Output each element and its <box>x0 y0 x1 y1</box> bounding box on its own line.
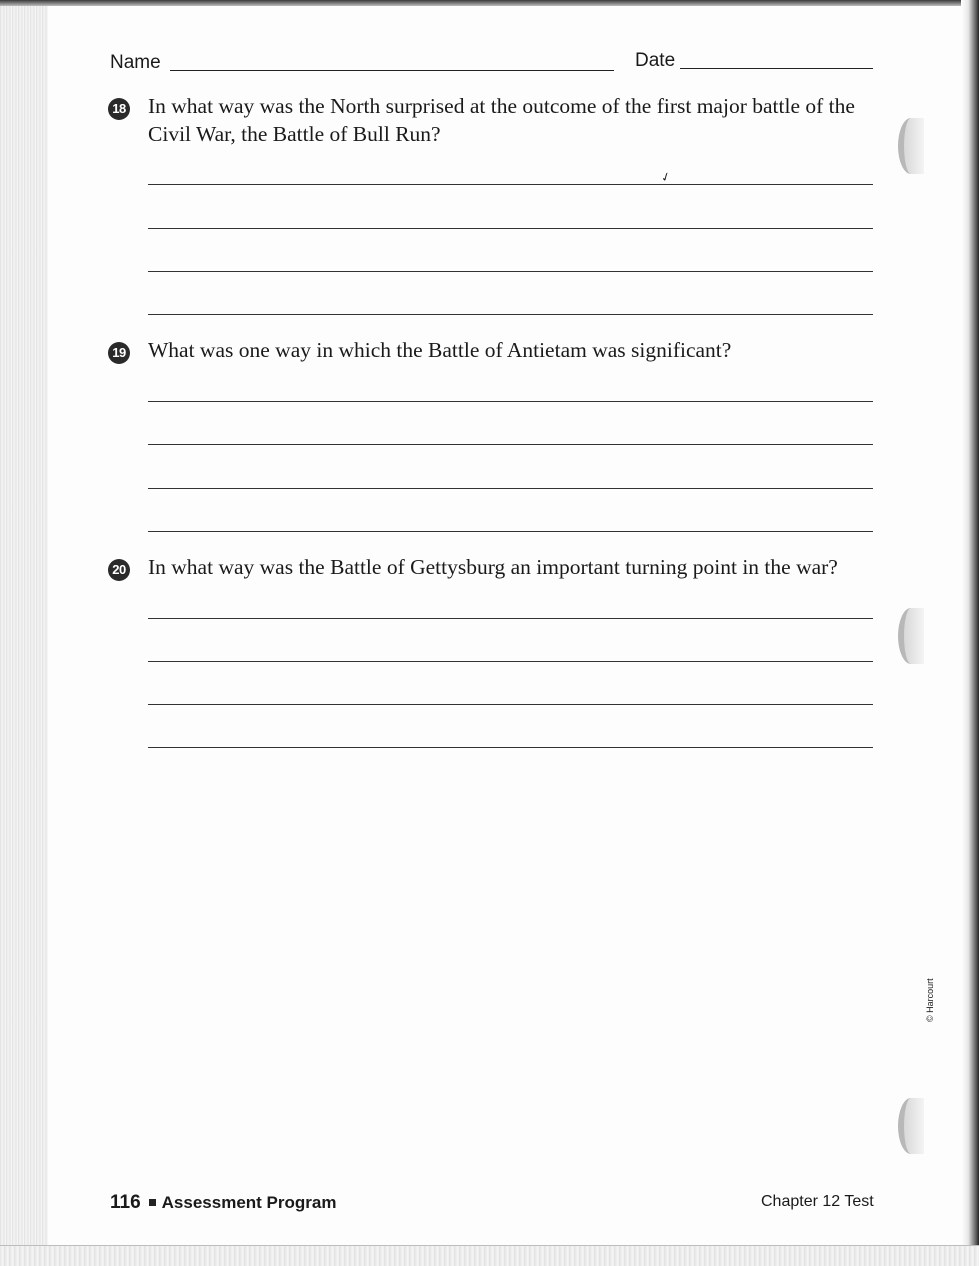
answer-line[interactable] <box>148 661 873 662</box>
name-date-header <box>110 52 874 78</box>
name-label: Name <box>110 52 161 73</box>
punch-hole-3 <box>898 1098 924 1154</box>
square-bullet-icon <box>149 1199 156 1206</box>
program-title: Assessment Program <box>161 1193 337 1212</box>
answer-line[interactable] <box>148 228 873 229</box>
date-label: Date <box>635 50 676 71</box>
chapter-label: Chapter 12 Test <box>761 1193 874 1210</box>
punch-hole-1 <box>898 118 924 174</box>
question-number-badge: 19 <box>108 342 130 364</box>
answer-line[interactable] <box>148 314 873 315</box>
answer-line[interactable] <box>148 531 873 532</box>
question-number-badge: 18 <box>108 98 130 120</box>
copyright-notice: © Harcourt <box>925 978 935 1022</box>
question-text: In what way was the Battle of Gettysburg an important turning point in the war? <box>148 555 838 579</box>
answer-line[interactable] <box>148 184 873 185</box>
scan-binding-shadow <box>0 0 48 1266</box>
page-number: 116 <box>110 1192 141 1213</box>
answer-line[interactable] <box>148 401 873 402</box>
question-text: What was one way in which the Battle of Antietam was significant? <box>148 338 732 362</box>
scan-right-edge <box>961 0 979 1266</box>
question-text: In what way was the North surprised at the outcome of the first major battle of the Civil War, the Battle of Bull Run? <box>148 94 855 146</box>
answer-line[interactable] <box>148 271 873 272</box>
pencil-mark: ✓ <box>658 168 673 186</box>
name-field-line[interactable] <box>170 70 614 71</box>
punch-hole-2 <box>898 608 924 664</box>
footer-page-info <box>110 1192 336 1214</box>
answer-line[interactable] <box>148 444 873 445</box>
answer-line[interactable] <box>148 618 873 619</box>
question-number-badge: 20 <box>108 559 130 581</box>
scan-bottom-edge <box>0 1245 979 1266</box>
answer-line[interactable] <box>148 747 873 748</box>
date-field-line[interactable] <box>680 68 873 69</box>
scan-top-edge <box>0 0 979 6</box>
answer-line[interactable] <box>148 704 873 705</box>
answer-line[interactable] <box>148 488 873 489</box>
